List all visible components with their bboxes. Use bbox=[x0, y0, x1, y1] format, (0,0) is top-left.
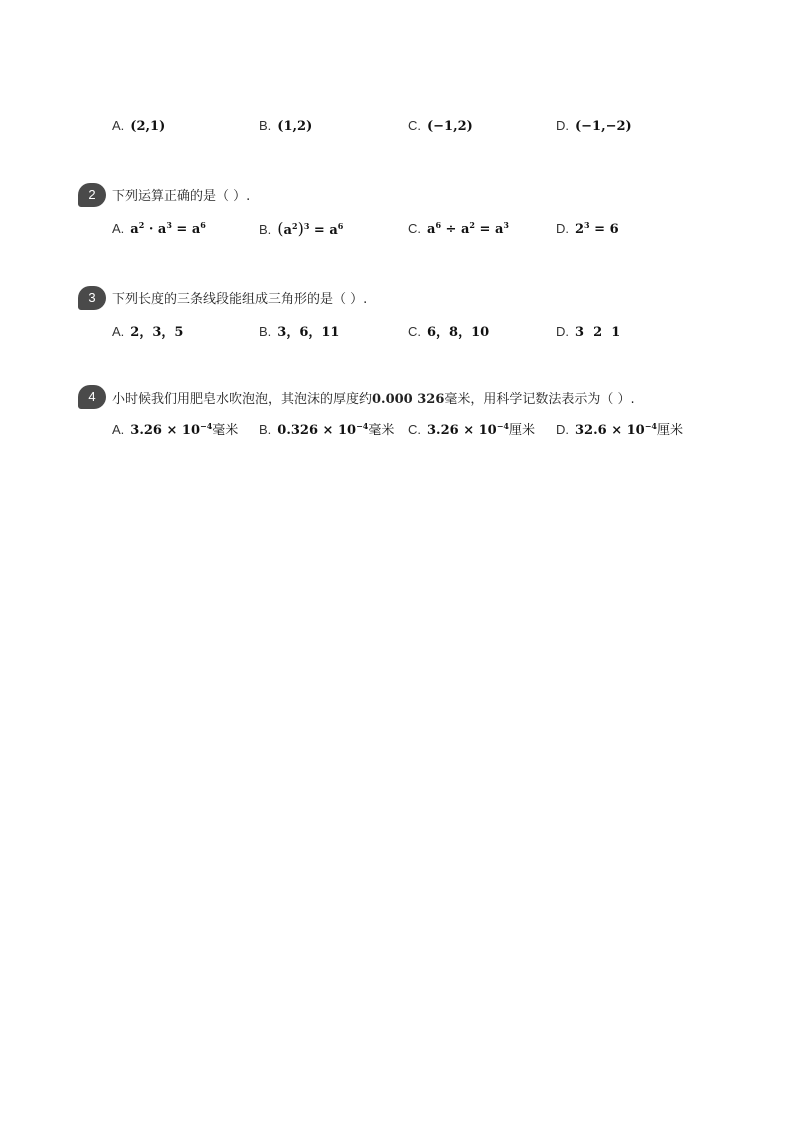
option-letter: D. bbox=[556, 118, 569, 133]
q3-option-a[interactable] bbox=[112, 322, 183, 343]
q3-stem: 下列长度的三条线段能组成三角形的是（ ）. bbox=[112, 292, 368, 307]
q4-stem-text: 毫米，用科学记数法表示为（ ）. bbox=[444, 392, 635, 407]
option-math: $0.326 \times 10^{-4}$毫米 bbox=[277, 421, 395, 438]
q2-stem: 下列运算正确的是（ ）. bbox=[112, 189, 251, 204]
option-math: $a^2 \cdot a^3 = a^6$ bbox=[130, 220, 206, 237]
option-math: (−1,2) bbox=[427, 119, 473, 134]
option-letter: B. bbox=[259, 324, 272, 339]
option-letter: B. bbox=[259, 422, 272, 437]
q1-options bbox=[112, 116, 762, 136]
q2-option-b[interactable] bbox=[259, 219, 343, 241]
q3-option-d[interactable] bbox=[556, 322, 620, 343]
option-letter: C. bbox=[408, 422, 421, 437]
q3-options bbox=[112, 322, 762, 342]
option-letter: B. bbox=[259, 118, 272, 133]
q2-option-a[interactable] bbox=[112, 219, 206, 240]
q4-option-b[interactable] bbox=[259, 420, 394, 441]
option-letter: A. bbox=[112, 422, 125, 437]
q4-option-c[interactable] bbox=[408, 420, 535, 441]
option-math: $3.26 \times 10^{-4}$厘米 bbox=[427, 421, 536, 438]
option-letter: D. bbox=[556, 221, 569, 236]
option-math: 6，8，10 bbox=[427, 325, 490, 340]
option-math: $(a^2)^3 = a^6$ bbox=[277, 219, 344, 238]
q3-option-c[interactable] bbox=[408, 322, 489, 343]
q1-option-d[interactable] bbox=[556, 116, 632, 137]
option-letter: C. bbox=[408, 118, 421, 133]
option-math: 2，3，5 bbox=[130, 325, 184, 340]
option-math: $a^6 \div a^2 = a^3$ bbox=[427, 220, 509, 237]
q1-option-c[interactable] bbox=[408, 116, 473, 137]
option-math: 3，6，11 bbox=[277, 325, 340, 340]
q3-option-b[interactable] bbox=[259, 322, 339, 343]
option-letter: D. bbox=[556, 324, 569, 339]
option-letter: D. bbox=[556, 422, 569, 437]
option-math: 3 2 1 bbox=[575, 325, 621, 340]
option-letter: C. bbox=[408, 324, 421, 339]
option-math: $3.26 \times 10^{-4}$毫米 bbox=[130, 421, 239, 438]
q4-option-a[interactable] bbox=[112, 420, 238, 441]
option-math: (1,2) bbox=[277, 119, 313, 134]
option-math: $32.6 \times 10^{-4}$厘米 bbox=[575, 421, 684, 438]
q2-option-c[interactable] bbox=[408, 219, 509, 240]
q2-options bbox=[112, 219, 762, 239]
q4-options bbox=[112, 420, 762, 440]
q1-option-a[interactable] bbox=[112, 116, 165, 137]
option-letter: A. bbox=[112, 221, 125, 236]
question-number-badge: 4 bbox=[78, 385, 106, 409]
q4-stem-text: 小时候我们用肥皂水吹泡泡，其泡沫的厚度约 bbox=[112, 392, 373, 407]
option-math: $2^3 = 6$ bbox=[575, 220, 619, 237]
option-math: (2,1) bbox=[130, 119, 166, 134]
question-number-badge: 2 bbox=[78, 183, 106, 207]
q2-option-d[interactable] bbox=[556, 219, 619, 240]
option-letter: A. bbox=[112, 118, 125, 133]
option-letter: B. bbox=[259, 222, 272, 237]
q4-stem bbox=[112, 390, 635, 410]
q1-option-b[interactable] bbox=[259, 116, 312, 137]
option-letter: C. bbox=[408, 221, 421, 236]
option-math: (−1,−2) bbox=[575, 119, 632, 134]
question-number-badge: 3 bbox=[78, 286, 106, 310]
q4-stem-value: 0.000 326 bbox=[372, 392, 445, 407]
q4-option-d[interactable] bbox=[556, 420, 683, 441]
option-letter: A. bbox=[112, 324, 125, 339]
